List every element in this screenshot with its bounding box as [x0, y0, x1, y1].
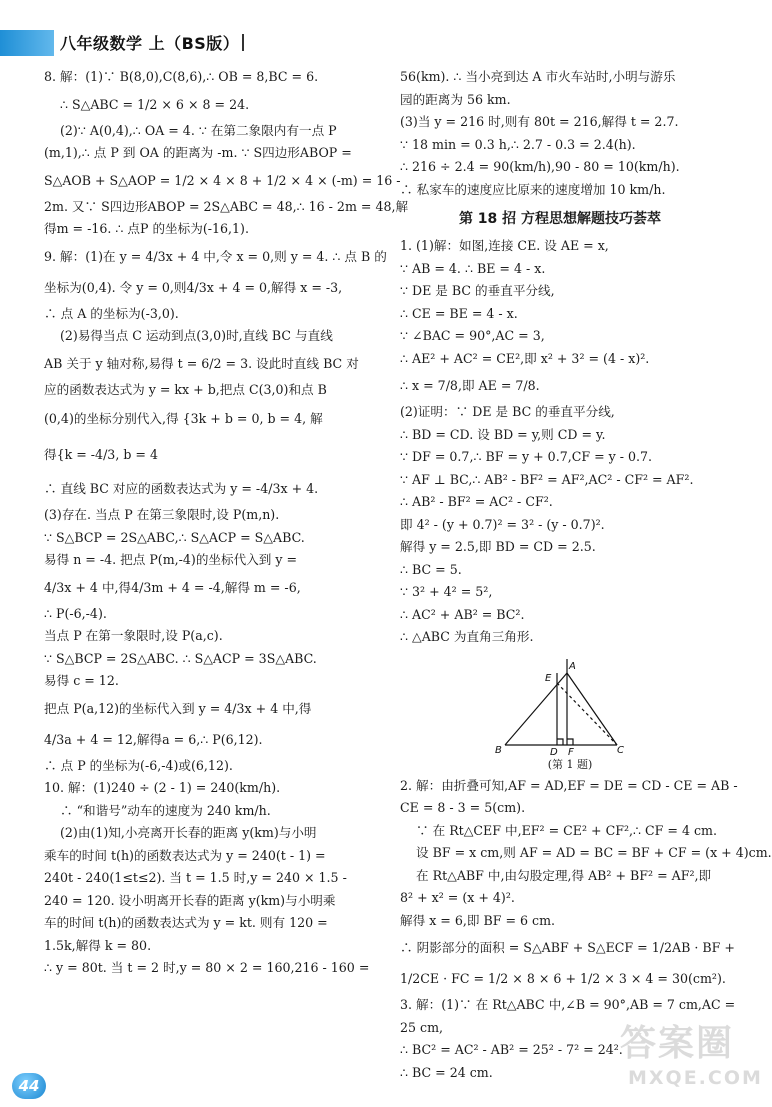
answer-line: 得m = -16. ∴ 点P 的坐标为(-16,1).	[44, 221, 249, 236]
answer-line: 25 cm,	[400, 1019, 444, 1035]
answer-line: 车的时间 t(h)的函数表达式为 y = kt. 则有 120 =	[44, 915, 328, 930]
answer-line: ∵ S△BCP = 2S△ABC. ∴ S△ACP = 3S△ABC.	[44, 650, 317, 666]
answer-line: 8. 解：(1)∵ B(8,0),C(8,6),∴ OB = 8,BC = 6.	[44, 69, 319, 84]
page-number: 44	[12, 1073, 46, 1099]
answer-line: ∵ 18 min = 0.3 h,∴ 2.7 - 0.3 = 2.4(h).	[400, 136, 636, 152]
answer-line: ∴ △ABC 为直角三角形.	[400, 629, 534, 644]
label-f: F	[568, 746, 574, 758]
answer-line: ∴ 私家车的速度应比原来的速度增加 10 km/h.	[400, 181, 666, 197]
answer-line: 240t - 240(1≤t≤2). 当 t = 1.5 时,y = 240 × 1.5 -	[44, 870, 347, 885]
answer-line: ∴ 直线 BC 对应的函数表达式为 y = -4/3x + 4.	[44, 481, 319, 496]
answer-line: 解得 y = 2.5,即 BD = CD = 2.5.	[400, 539, 596, 554]
answer-line: (m,1),∴ 点 P 到 OA 的距离为 -m. ∵ S四边形ABOP =	[44, 145, 352, 160]
answer-line: 设 BF = x cm,则 AF = AD = BC = BF + CF = (x + 4)cm.	[416, 845, 772, 860]
answer-line: 8² + x² = (x + 4)².	[400, 890, 515, 905]
answer-line: ∵ 3² + 4² = 5²,	[400, 584, 493, 599]
label-a: A	[569, 660, 576, 672]
answer-line: 即 4² - (y + 0.7)² = 3² - (y - 0.7)².	[400, 516, 605, 532]
answer-line: 易得 n = -4. 把点 P(m,-4)的坐标代入到 y =	[44, 552, 298, 567]
answer-line: 240 = 120. 设小明离开长春的距离 y(km)与小明乘	[44, 892, 336, 908]
answer-line: 园的距离为 56 km.	[400, 91, 511, 107]
answer-line: (2)证明：∵ DE 是 BC 的垂直平分线,	[400, 404, 615, 419]
answer-line: ∴ S△ABC = 1/2 × 6 × 8 = 24.	[60, 96, 250, 112]
answer-line: ∴ BC = 5.	[400, 561, 462, 577]
answer-line: ∴ AE² + AC² = CE²,即 x² + 3² = (4 - x)².	[400, 350, 650, 366]
answer-line: ∴ 阴影部分的面积 = S△ABF + S△ECF = 1/2AB · BF +	[400, 940, 735, 955]
answer-line: ∴ AB² - BF² = AC² - CF².	[400, 494, 553, 509]
answer-line: CE = 8 - 3 = 5(cm).	[400, 800, 526, 815]
watermark-logo	[610, 1015, 763, 1100]
answer-line: 应的函数表达式为 y = kx + b,把点 C(3,0)和点 B	[44, 381, 327, 397]
watermark-text: 答案圈	[620, 1023, 735, 1064]
answer-line: 得{k = -4/3, b = 4	[44, 447, 158, 462]
header-accent-bar	[0, 30, 54, 56]
answer-line: 在 Rt△ABF 中,由勾股定理,得 AB² + BF² = AF²,即	[416, 867, 712, 883]
answer-line: 把点 P(a,12)的坐标代入到 y = 4/3x + 4 中,得	[44, 700, 312, 716]
answer-line: 4/3x + 4 中,得4/3m + 4 = -4,解得 m = -6,	[44, 579, 301, 595]
answer-line: 乘车的时间 t(h)的函数表达式为 y = 240(t - 1) =	[44, 847, 326, 863]
answer-line: ∴ P(-6,-4).	[44, 605, 107, 621]
right-column	[400, 66, 772, 1084]
label-b: B	[495, 744, 502, 756]
answer-line: 3. 解：(1)∵ 在 Rt△ABC 中,∠B = 90°,AB = 7 cm,AC =	[400, 997, 736, 1012]
label-c: C	[617, 744, 624, 756]
label-d: D	[550, 746, 558, 758]
answer-line: (0,4)的坐标分别代入,得 {3k + b = 0, b = 4, 解	[44, 411, 323, 426]
answer-line: ∴ 点 P 的坐标为(-6,-4)或(6,12).	[44, 757, 233, 773]
answer-line: ∵ S△BCP = 2S△ABC,∴ S△ACP = S△ABC.	[44, 529, 305, 545]
answer-line: 4/3a + 4 = 12,解得a = 6,∴ P(6,12).	[44, 731, 263, 747]
answer-line: ∵ 在 Rt△CEF 中,EF² = CE² + CF²,∴ CF = 4 cm.	[416, 822, 717, 838]
section-title: 第 18 招 方程思想解题技巧荟萃	[458, 211, 662, 227]
book-title: 八年级数学 上（BS版）	[60, 31, 244, 54]
answer-line: 9. 解：(1)在 y = 4/3x + 4 中,令 x = 0,则 y = 4. ∴ 点 B 的	[44, 248, 387, 264]
answer-line: 当点 P 在第一象限时,设 P(a,c).	[44, 628, 223, 643]
segment-ac	[567, 673, 617, 745]
answer-line: ∴ AC² + AB² = BC².	[400, 606, 525, 622]
answer-line: (2)∵ A(0,4),∴ OA = 4. ∵ 在第二象限内有一点 P	[60, 122, 337, 138]
answer-line: 2. 解：由折叠可知,AF = AD,EF = DE = CD - CE = AB -	[400, 777, 738, 793]
segment-ce	[557, 683, 617, 745]
right-angle-mark-f	[567, 739, 573, 745]
answer-line: 1.5k,解得 k = 80.	[44, 937, 152, 953]
answer-line: 1. (1)解：如图,连接 CE. 设 AE = x,	[400, 238, 609, 253]
answer-line: (3)当 y = 216 时,则有 80t = 216,解得 t = 2.7.	[400, 114, 679, 129]
answer-line: 10. 解：(1)240 ÷ (2 - 1) = 240(km/h).	[44, 780, 281, 795]
figure-caption: (第 1 题)	[547, 757, 593, 771]
answer-line: ∴ 216 ÷ 2.4 = 90(km/h),90 - 80 = 10(km/h).	[400, 159, 680, 174]
answer-line: ∴ 点 A 的坐标为(-3,0).	[44, 305, 179, 321]
answer-line: ∴ BC² = AC² - AB² = 25² - 7² = 24².	[400, 1042, 623, 1057]
answer-line: ∵ AB = 4. ∴ BE = 4 - x.	[400, 260, 546, 276]
answer-line: 解得 x = 6,即 BF = 6 cm.	[400, 912, 556, 928]
answer-line: S△AOB + S△AOP = 1/2 × 4 × 8 + 1/2 × 4 × (-m) = 16 -	[44, 172, 401, 188]
answer-line: 56(km). ∴ 当小亮到达 A 市火车站时,小明与游乐	[400, 69, 676, 84]
answer-line: (2)由(1)知,小亮离开长春的距离 y(km)与小明	[60, 825, 317, 840]
answer-line: ∵ DE 是 BC 的垂直平分线,	[400, 283, 555, 298]
triangle-diagram	[495, 651, 625, 758]
answer-line: 1/2CE · FC = 1/2 × 8 × 6 + 1/2 × 3 × 4 = 30(cm²).	[400, 971, 726, 986]
answer-line: ∴ BC = 24 cm.	[400, 1064, 493, 1080]
answer-line: ∵ AF ⊥ BC,∴ AB² - BF² = AF²,AC² - CF² = AF².	[400, 471, 694, 487]
answer-line: ∵ ∠BAC = 90°,AC = 3,	[400, 328, 545, 343]
answer-line: ∵ DF = 0.7,∴ BF = y + 0.7,CF = y - 0.7.	[400, 449, 653, 464]
answer-line: ∴ y = 80t. 当 t = 2 时,y = 80 × 2 = 160,216 - 160 =	[44, 960, 370, 975]
label-e: E	[545, 672, 552, 684]
triangle-figure	[400, 651, 720, 758]
answer-line: 易得 c = 12.	[44, 673, 119, 688]
right-angle-mark-d	[557, 739, 563, 745]
answer-line: 2m. 又∵ S四边形ABOP = 2S△ABC = 48,∴ 16 - 2m = 48,解	[44, 198, 409, 214]
answer-line: AB 关于 y 轴对称,易得 t = 6/2 = 3. 设此时直线 BC 对	[44, 355, 359, 371]
answer-line: 坐标为(0,4). 令 y = 0,则4/3x + 4 = 0,解得 x = -3,	[44, 279, 343, 295]
answer-line: (3)存在. 当点 P 在第三象限时,设 P(m,n).	[44, 507, 280, 522]
answer-line: ∴ CE = BE = 4 - x.	[400, 305, 518, 321]
answer-line: ∴ BD = CD. 设 BD = y,则 CD = y.	[400, 426, 606, 442]
answer-line: ∴ x = 7/8,即 AE = 7/8.	[400, 378, 540, 393]
answer-line: ∴ “和谐号”动车的速度为 240 km/h.	[60, 802, 271, 818]
watermark-url: MXQE.COM	[628, 1067, 763, 1089]
answer-line: (2)易得当点 C 运动到点(3,0)时,直线 BC 与直线	[60, 328, 333, 343]
left-column	[44, 66, 409, 980]
